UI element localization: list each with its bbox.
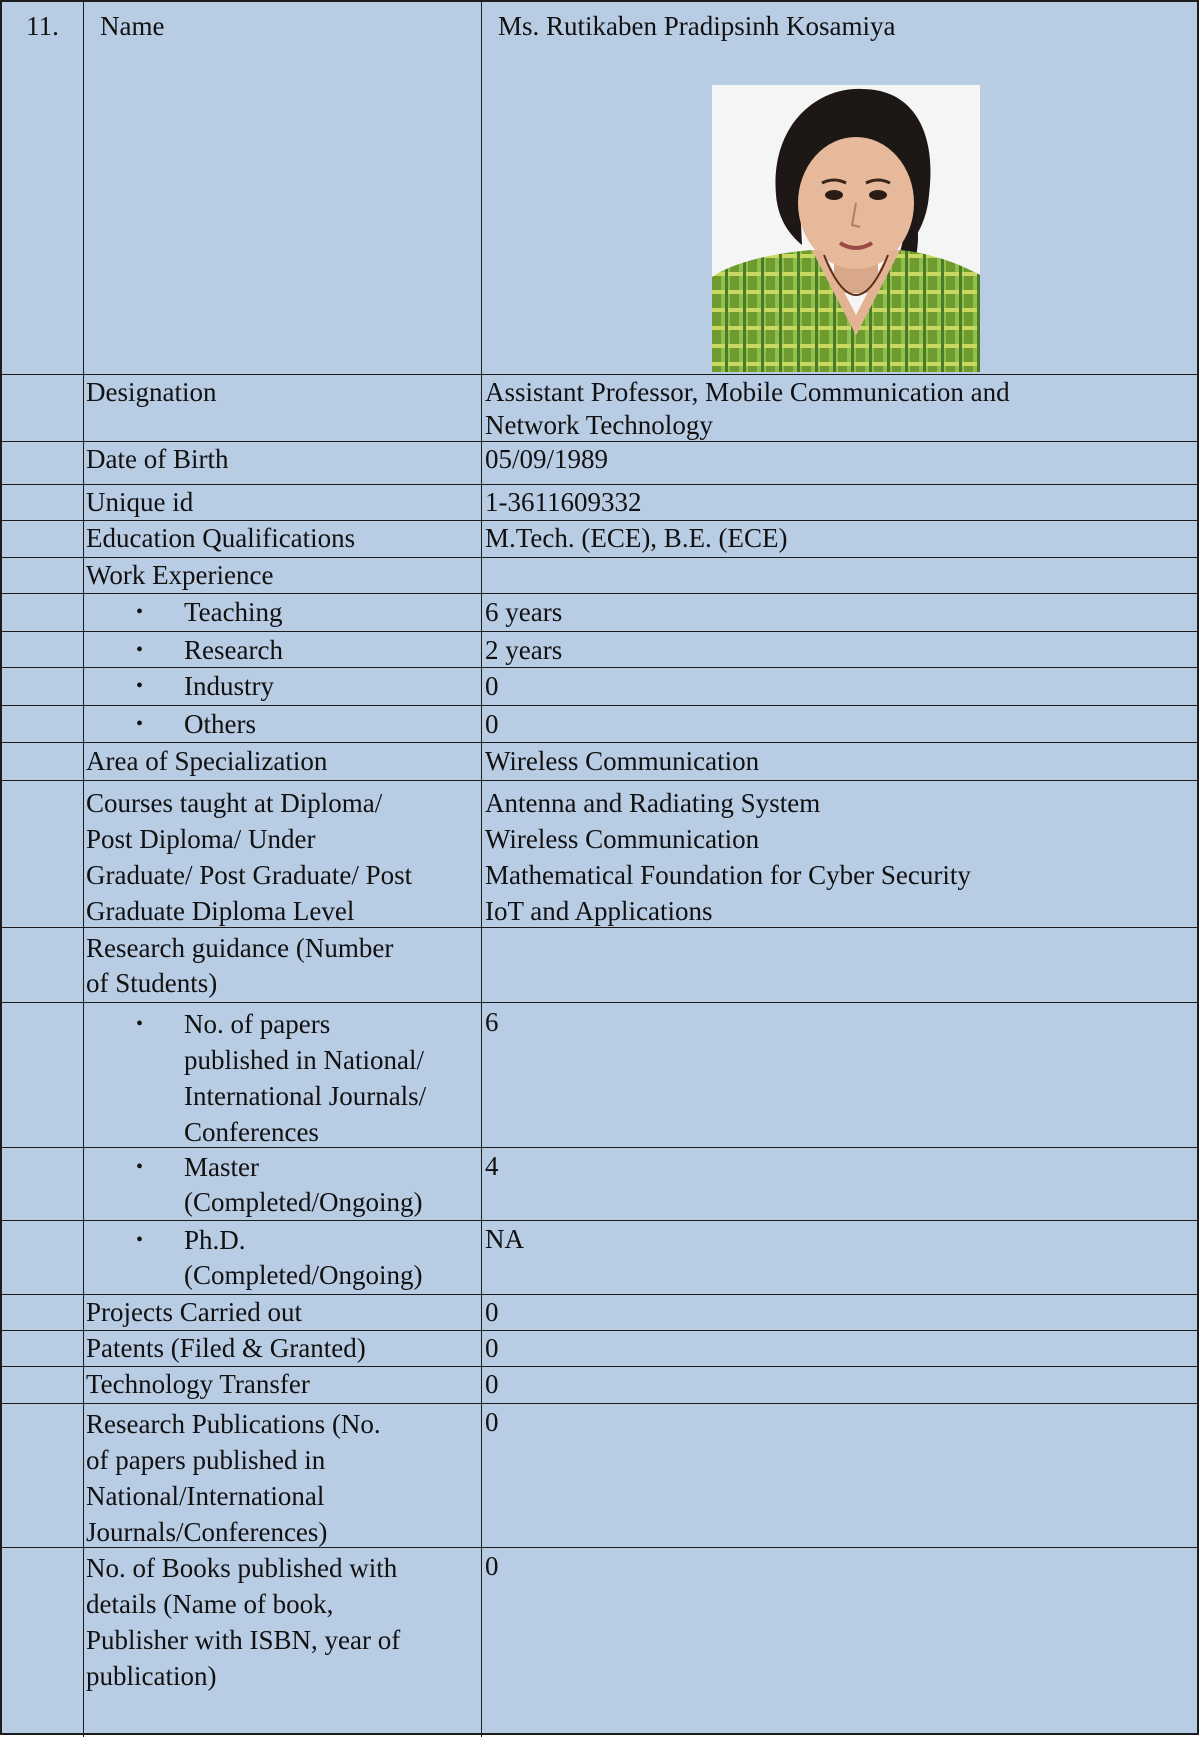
row-unique-id: [2, 484, 1199, 520]
patents-label-text: Patents (Filed & Granted): [86, 1333, 366, 1363]
row-research-guidance: [2, 927, 1199, 1002]
specialization-value-text: Wireless Communication: [485, 746, 760, 776]
industry-value-text: 0: [485, 671, 499, 701]
dob-label: [84, 442, 482, 484]
education-value: [482, 521, 1199, 557]
master-value-text: 4: [485, 1151, 499, 1181]
teaching-value: [482, 594, 1199, 631]
phd-value-text: NA: [485, 1224, 524, 1254]
projects-value-text: 0: [485, 1297, 499, 1327]
serial-empty: [2, 1367, 84, 1403]
serial-empty: [2, 558, 84, 593]
dob-label-text: Date of Birth: [86, 444, 229, 474]
phd-label-text: [184, 1223, 422, 1293]
tech-transfer-label-text: Technology Transfer: [86, 1369, 310, 1399]
designation-label: [84, 375, 482, 441]
designation-label-text: Designation: [86, 377, 217, 407]
industry-label-text: Industry: [184, 671, 274, 701]
others-value: [482, 706, 1199, 742]
education-label-text: Education Qualifications: [86, 523, 356, 553]
row-master: [2, 1147, 1199, 1220]
serial-empty: [2, 1548, 84, 1737]
name-label-text: Name: [100, 11, 165, 41]
books-label-line: No. of Books published with: [86, 1553, 398, 1583]
papers-value: [482, 1003, 1199, 1147]
papers-label-line: No. of papers: [184, 1009, 331, 1039]
specialization-label: [84, 743, 482, 780]
row-name: [2, 2, 1199, 374]
serial-text: 11.: [26, 11, 59, 41]
papers-label-line: International Journals/: [184, 1081, 427, 1111]
row-designation: [2, 374, 1199, 441]
serial-empty: [2, 1404, 84, 1547]
course-item: Wireless Communication: [485, 824, 760, 854]
bullet-icon: •: [136, 675, 144, 697]
unique-id-value: [482, 485, 1199, 520]
books-value-text: 0: [485, 1551, 499, 1581]
master-label-text: [184, 1150, 422, 1220]
teaching-label-text: Teaching: [184, 597, 283, 627]
papers-value-text: 6: [485, 1007, 499, 1037]
teaching-value-text: 6 years: [485, 597, 563, 627]
research-guidance-label: [84, 928, 482, 1002]
serial-empty: [2, 1331, 84, 1366]
education-value-text: M.Tech. (ECE), B.E. (ECE): [485, 523, 788, 553]
projects-label: [84, 1295, 482, 1330]
bullet-icon: •: [136, 601, 144, 623]
projects-label-text: Projects Carried out: [86, 1297, 302, 1327]
serial-empty: [2, 668, 84, 705]
unique-id-label-text: Unique id: [86, 487, 194, 517]
row-specialization: [2, 742, 1199, 780]
designation-value-line: Assistant Professor, Mobile Communication and: [485, 377, 1010, 407]
dob-value-text: 05/09/1989: [485, 444, 609, 474]
name-value: [482, 2, 1199, 374]
row-work-experience: [2, 557, 1199, 593]
patents-value: [482, 1331, 1199, 1366]
row-teaching: [2, 593, 1199, 631]
courses-label-line: Graduate Diploma Level: [86, 896, 355, 926]
row-industry: [2, 667, 1199, 705]
serial-empty: [2, 442, 84, 484]
bullet-icon: •: [136, 1229, 144, 1251]
serial-empty: [2, 743, 84, 780]
research-value-text: 2 years: [485, 635, 563, 665]
papers-label-line: Conferences: [184, 1117, 319, 1147]
serial-empty: [2, 1295, 84, 1330]
bullet-icon: •: [136, 639, 144, 661]
row-patents: [2, 1330, 1199, 1366]
course-item: IoT and Applications: [485, 896, 713, 926]
research-guidance-label-line: of Students): [86, 968, 218, 998]
books-value: [482, 1548, 1199, 1737]
serial-empty: [2, 375, 84, 441]
serial-empty: [2, 781, 84, 927]
serial-number: [2, 2, 84, 374]
research-label: [84, 632, 482, 667]
row-projects: [2, 1294, 1199, 1330]
bullet-icon: •: [136, 1156, 144, 1178]
portrait-photo: [712, 85, 980, 372]
projects-value: [482, 1295, 1199, 1330]
serial-empty: [2, 1003, 84, 1147]
serial-empty: [2, 632, 84, 667]
publications-label-line: Journals/Conferences): [86, 1517, 328, 1547]
serial-empty: [2, 521, 84, 557]
others-value-text: 0: [485, 709, 499, 739]
phd-label: [84, 1221, 482, 1294]
books-label-line: Publisher with ISBN, year of: [86, 1625, 401, 1655]
row-education: [2, 520, 1199, 557]
unique-id-label: [84, 485, 482, 520]
serial-empty: [2, 485, 84, 520]
row-others: [2, 705, 1199, 742]
industry-label: [84, 668, 482, 705]
phd-value: [482, 1221, 1199, 1294]
row-publications: [2, 1403, 1199, 1547]
row-tech-transfer: [2, 1366, 1199, 1403]
research-value: [482, 632, 1199, 667]
phd-label-line: (Completed/Ongoing): [184, 1260, 423, 1290]
row-papers: [2, 1002, 1199, 1147]
row-books: [2, 1547, 1199, 1737]
research-label-text: Research: [184, 635, 283, 665]
publications-label-line: of papers published in: [86, 1445, 326, 1475]
publications-value-text: 0: [485, 1407, 499, 1437]
publications-value: [482, 1404, 1199, 1547]
serial-empty: [2, 1221, 84, 1294]
books-label-line: publication): [86, 1661, 217, 1691]
papers-label: [84, 1003, 482, 1147]
name-value-text: Ms. Rutikaben Pradipsinh Kosamiya: [498, 11, 896, 41]
industry-value: [482, 668, 1199, 705]
serial-empty: [2, 1148, 84, 1220]
phd-label-line: Ph.D.: [184, 1225, 246, 1255]
designation-value: [482, 375, 1199, 441]
master-label-line: (Completed/Ongoing): [184, 1187, 423, 1217]
row-research: [2, 631, 1199, 667]
bullet-icon: •: [136, 713, 144, 735]
tech-transfer-value-text: 0: [485, 1369, 499, 1399]
serial-empty: [2, 928, 84, 1002]
publications-label-line: Research Publications (No.: [86, 1409, 381, 1439]
dob-value: [482, 442, 1199, 484]
research-guidance-label-line: Research guidance (Number: [86, 933, 394, 963]
work-experience-value: [482, 558, 1199, 593]
teaching-label: [84, 594, 482, 631]
patents-value-text: 0: [485, 1333, 499, 1363]
row-dob: [2, 441, 1199, 484]
papers-label-line: published in National/: [184, 1045, 424, 1075]
course-item: Antenna and Radiating System: [485, 788, 821, 818]
courses-label: [84, 781, 482, 927]
designation-value-line: Network Technology: [485, 410, 713, 440]
courses-label-line: Graduate/ Post Graduate/ Post: [86, 860, 413, 890]
papers-label-text: [184, 1006, 426, 1150]
work-experience-label: [84, 558, 482, 593]
course-item: Mathematical Foundation for Cyber Security: [485, 860, 971, 890]
education-label: [84, 521, 482, 557]
serial-empty: [2, 594, 84, 631]
master-value: [482, 1148, 1199, 1220]
tech-transfer-label: [84, 1367, 482, 1403]
unique-id-value-text: 1-3611609332: [485, 487, 642, 517]
portrait-photo-icon: [712, 85, 980, 372]
serial-empty: [2, 706, 84, 742]
others-label: [84, 706, 482, 742]
name-label: [84, 2, 482, 374]
tech-transfer-value: [482, 1367, 1199, 1403]
patents-label: [84, 1331, 482, 1366]
books-label-line: details (Name of book,: [86, 1589, 334, 1619]
row-phd: [2, 1220, 1199, 1294]
books-label: [84, 1548, 482, 1737]
courses-label-line: Courses taught at Diploma/: [86, 788, 383, 818]
work-experience-label-text: Work Experience: [86, 560, 274, 590]
courses-label-line: Post Diploma/ Under: [86, 824, 316, 854]
row-courses: [2, 780, 1199, 927]
bullet-icon: •: [136, 1013, 144, 1035]
others-label-text: Others: [184, 709, 256, 739]
publications-label: [84, 1404, 482, 1547]
master-label-line: Master: [184, 1152, 259, 1182]
specialization-label-text: Area of Specialization: [86, 746, 328, 776]
courses-value: [482, 781, 1199, 927]
specialization-value: [482, 743, 1199, 780]
master-label: [84, 1148, 482, 1220]
research-guidance-value: [482, 928, 1199, 1002]
publications-label-line: National/International: [86, 1481, 325, 1511]
